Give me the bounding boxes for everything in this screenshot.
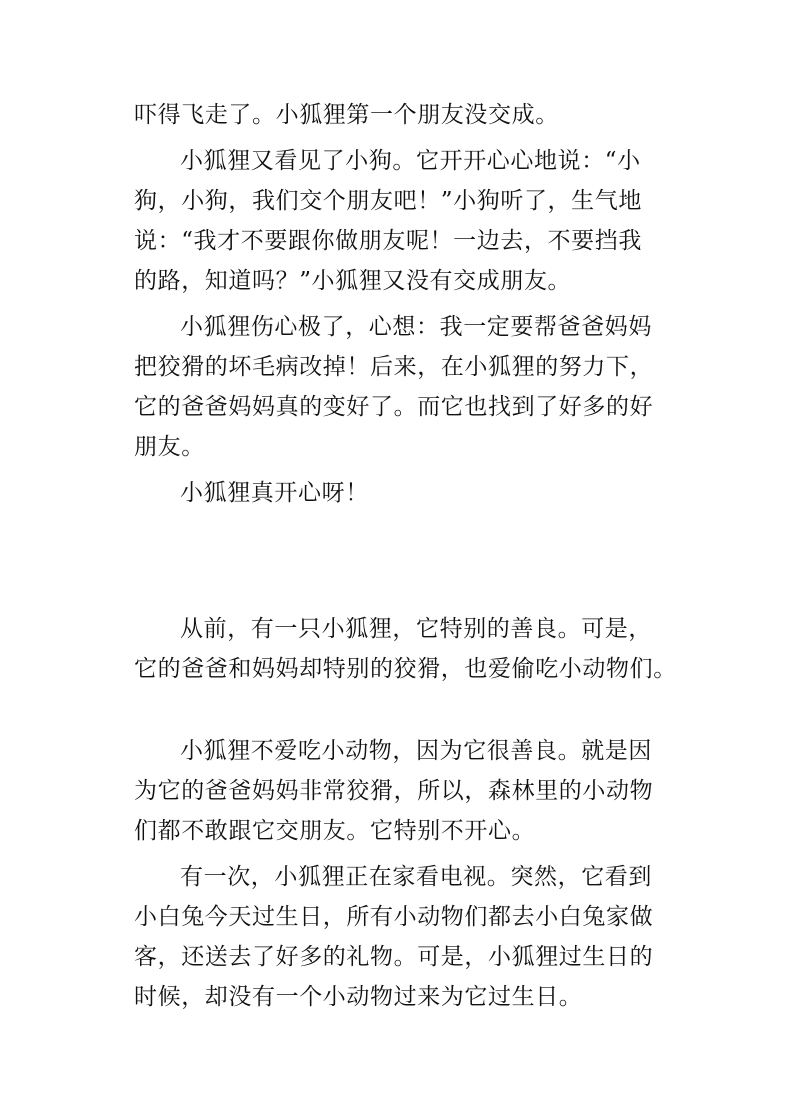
text-line: 把狡猾的坏毛病改掉！后来，在小狐狸的努力下， (134, 354, 654, 380)
text-line: 时候，却没有一个小动物过来为它过生日。 (134, 984, 583, 1010)
text-line: 小白兔今天过生日，所有小动物们都去小白兔家做 (134, 904, 654, 930)
paragraph-start-line: 小狐狸伤心极了，心想：我一定要帮爸爸妈妈 (180, 314, 652, 340)
text-line: 吓得飞走了。小狐狸第一个朋友没交成。 (134, 102, 559, 128)
paragraph-start-line: 从前，有一只小狐狸，它特别的善良。可是， (180, 616, 652, 642)
text-line: 它的爸爸妈妈真的变好了。而它也找到了好多的好 (134, 394, 654, 420)
text-line: 朋友。 (134, 434, 205, 460)
paragraph-start-line: 有一次，小狐狸正在家看电视。突然，它看到 (180, 864, 652, 890)
text-line: 说：“我才不要跟你做朋友呢！一边去，不要挡我 (134, 228, 642, 254)
paragraph-start-line: 小狐狸真开心呀！ (180, 480, 369, 506)
text-line: 狗，小狗，我们交个朋友吧！”小狗听了，生气地 (134, 188, 642, 214)
text-line: 们都不敢跟它交朋友。它特别不开心。 (134, 818, 536, 844)
text-line: 的路，知道吗？”小狐狸又没有交成朋友。 (134, 268, 572, 294)
text-line: 客，还送去了好多的礼物。可是，小狐狸过生日的 (134, 944, 654, 970)
text-line: 为它的爸爸妈妈非常狡猾，所以，森林里的小动物 (134, 778, 654, 804)
paragraph-start-line: 小狐狸又看见了小狗。它开开心心地说：“小 (180, 148, 641, 174)
paragraph-start-line: 小狐狸不爱吃小动物，因为它很善良。就是因 (180, 738, 652, 764)
text-line: 它的爸爸和妈妈却特别的狡猾，也爱偷吃小动物们。 (134, 656, 677, 682)
